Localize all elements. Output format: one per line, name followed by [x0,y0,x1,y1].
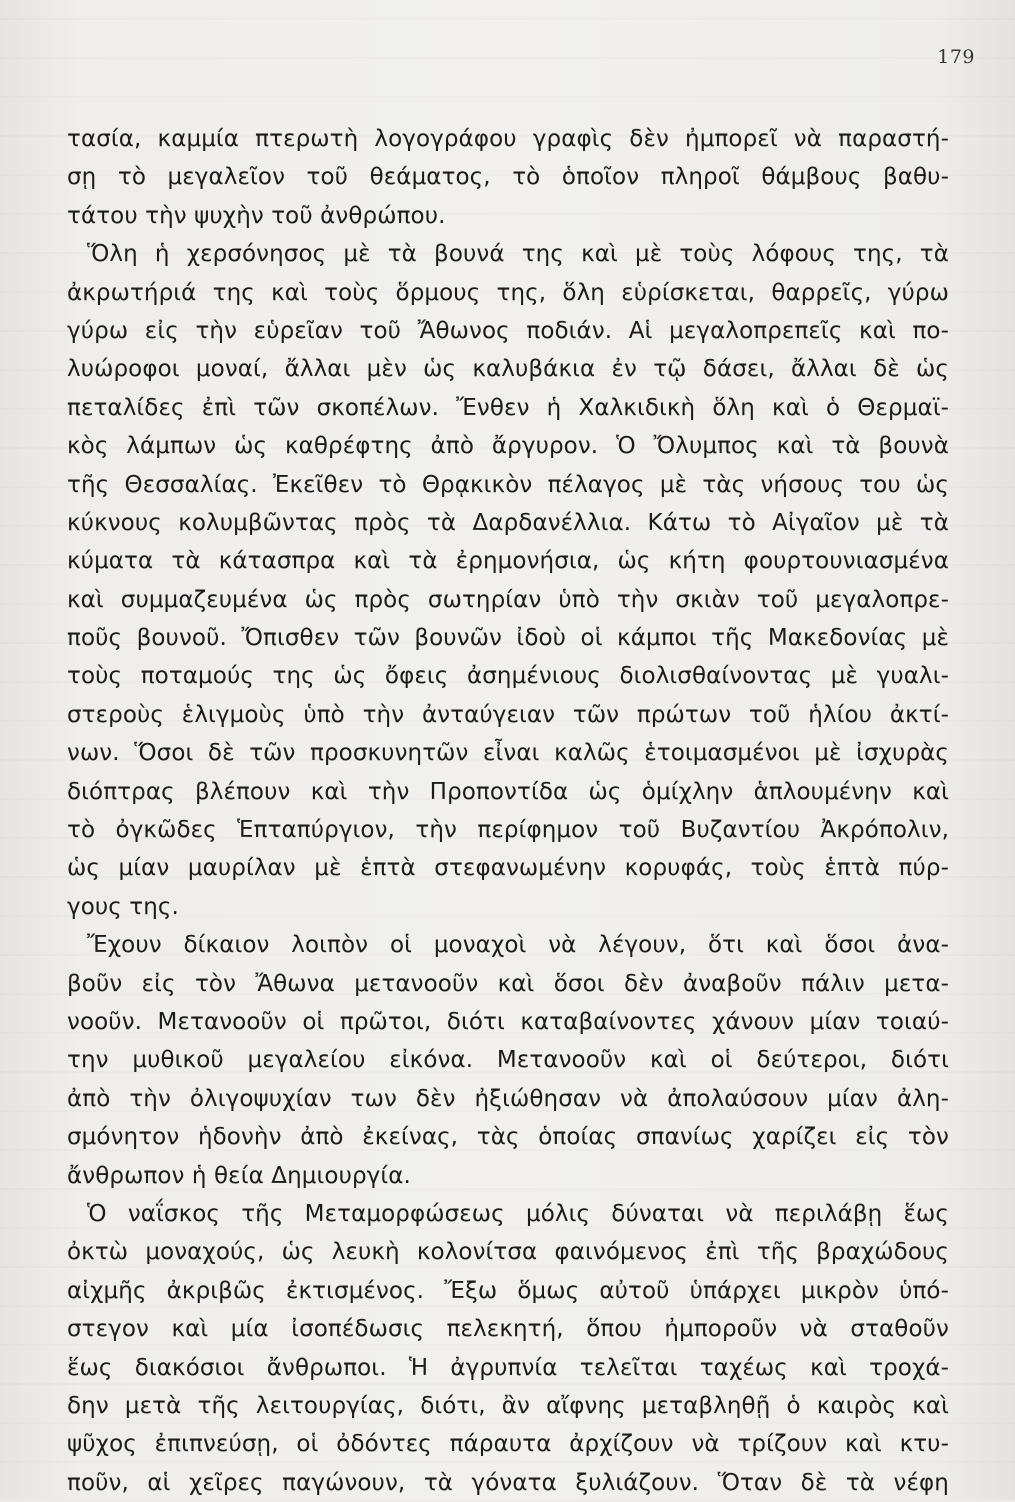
text-line: ἕως διακόσιοι ἄνθρωποι. Ἡ ἀγρυπνία τελεῖται ταχέως καὶ τροχά- [67,1354,949,1381]
text-line: τῆς Θεσσαλίας. Ἐκεῖθεν τὸ Θρᾳκικὸν πέλαγος μὲ τὰς νήσους του ὡς [67,471,949,498]
text-line: κὸς λάμπων ὡς καθρέφτης ἀπὸ ἄργυρον. Ὁ Ὄλυμπος καὶ τὰ βουνὰ [67,433,949,460]
text-line: την μυθικοῦ μεγαλείου εἰκόνα. Μετανοοῦν καὶ οἱ δεύτεροι, διότι [67,1047,949,1074]
text-line: καὶ συμμαζευμένα ὡς πρὸς σωτηρίαν ὑπὸ τὴν σκιὰν τοῦ μεγαλοπρε- [67,586,949,613]
text-line: ὀκτὼ μοναχούς, ὡς λευκὴ κολονίτσα φαινόμενος ἐπὶ τῆς βραχώδους [67,1239,949,1266]
text-line: στεροὺς ἑλιγμοὺς ὑπὸ τὴν ἀνταύγειαν τῶν πρώτων τοῦ ἡλίου ἀκτί- [67,701,949,728]
text-line: γύρω εἰς τὴν εὑρεῖαν τοῦ Ἄθωνος ποδιάν. Αἱ μεγαλοπρεπεῖς καὶ πο- [67,317,949,344]
text-line: κύκνους κολυμβῶντας πρὸς τὰ Δαρδανέλλια. Κάτω τὸ Αἰγαῖον μὲ τὰ [67,509,949,536]
text-line: σμόνητον ἡδονὴν ἀπὸ ἐκείνας, τὰς ὁποίας σπανίως χαρίζει εἰς τὸν [67,1124,949,1151]
text-line: ἀκρωτήριά της καὶ τοὺς ὅρμους της, ὅλη εὑρίσκεται, θαρρεῖς, γύρω [67,279,949,306]
text-line: ποῦς βουνοῦ. Ὄπισθεν τῶν βουνῶν ἰδοὺ οἱ κάμποι τῆς Μακεδονίας μὲ [67,625,949,652]
text-line: αἰχμῆς ἀκριβῶς ἐκτισμένος. Ἔξω ὅμως αὐτοῦ ὑπάρχει μικρὸν ὑπό- [67,1277,949,1304]
text-line: Ὅλη ἡ χερσόνησος μὲ τὰ βουνά της καὶ μὲ τοὺς λόφους της, τὰ [87,241,949,268]
text-line: Ὁ ναΐσκος τῆς Μεταμορφώσεως μόλις δύναται νὰ περιλάβῃ ἕως [87,1200,949,1227]
text-line: Ἔχουν δίκαιον λοιπὸν οἱ μοναχοὶ νὰ λέγουν, ὅτι καὶ ὅσοι ἀνα- [87,932,949,959]
text-line: γους της. [67,893,179,920]
body-text [67,120,949,1502]
text-line: λυώροφοι μοναί, ἄλλαι μὲν ὡς καλυβάκια ἐν τῷ δάσει, ἄλλαι δὲ ὡς [67,356,949,383]
text-line: τάτου τὴν ψυχὴν τοῦ ἀνθρώπου. [67,202,446,229]
text-line: πεταλίδες ἐπὶ τῶν σκοπέλων. Ἔνθεν ἡ Χαλκιδικὴ ὅλη καὶ ὁ Θερμαϊ- [67,394,949,421]
text-line: στεγον καὶ μία ἰσοπέδωσις πελεκητή, ὅπου ἠμποροῦν νὰ σταθοῦν [67,1316,949,1343]
text-line: δην μετὰ τῆς λειτουργίας, διότι, ἂν αἴφνης μεταβληθῇ ὁ καιρὸς καὶ [67,1392,949,1419]
text-line: διόπτρας βλέπουν καὶ τὴν Προποντίδα ὡς ὁμίχλην ἁπλουμένην καὶ [67,778,949,805]
text-line: τὸ ὀγκῶδες Ἑπταπύργιον, τὴν περίφημον τοῦ Βυζαντίου Ἀκρόπολιν, [67,817,949,844]
text-line: βοῦν εἰς τὸν Ἄθωνα μετανοοῦν καὶ ὅσοι δὲν ἀναβοῦν πάλιν μετα- [67,970,949,997]
text-line: νοοῦν. Μετανοοῦν οἱ πρῶτοι, διότι καταβαίνοντες χάνουν μίαν τοιαύ- [67,1008,949,1035]
text-line: ποῦν, αἱ χεῖρες παγώνουν, τὰ γόνατα ξυλιάζουν. Ὅταν δὲ τὰ νέφη [67,1469,949,1496]
text-line: τασία, καμμία πτερωτὴ λογογράφου γραφὶς δὲν ἠμπορεῖ νὰ παραστή- [67,126,949,152]
text-line: κύματα τὰ κάτασπρα καὶ τὰ ἐρημονήσια, ὡς κήτη φουρτουνιασμένα [67,548,949,575]
text-line: ψῦχος ἐπιπνεύσῃ, οἱ ὀδόντες πάραυτα ἀρχίζουν νὰ τρίζουν καὶ κτυ- [67,1431,949,1458]
text-line: τοὺς ποταμούς της ὡς ὄφεις ἀσημένιους διολισθαίνοντας μὲ γυαλι- [67,663,949,690]
text-line: νων. Ὅσοι δὲ τῶν προσκυνητῶν εἶναι καλῶς ἑτοιμασμένοι μὲ ἰσχυρὰς [67,740,949,767]
text-line: ἄνθρωπον ἡ θεία Δημιουργία. [67,1162,411,1189]
text-line: ὡς μίαν μαυρίλαν μὲ ἑπτὰ στεφανωμένην κορυφάς, τοὺς ἑπτὰ πύρ- [67,855,949,882]
text-line: σῃ τὸ μεγαλεῖον τοῦ θεάματος, τὸ ὁποῖον πληροῖ θάμβους βαθυ- [67,164,949,191]
page-number: 179 [937,46,975,68]
text-line: ἀπὸ τὴν ὀλιγοψυχίαν των δὲν ἠξιώθησαν νὰ ἀπολαύσουν μίαν ἀλη- [67,1085,949,1112]
